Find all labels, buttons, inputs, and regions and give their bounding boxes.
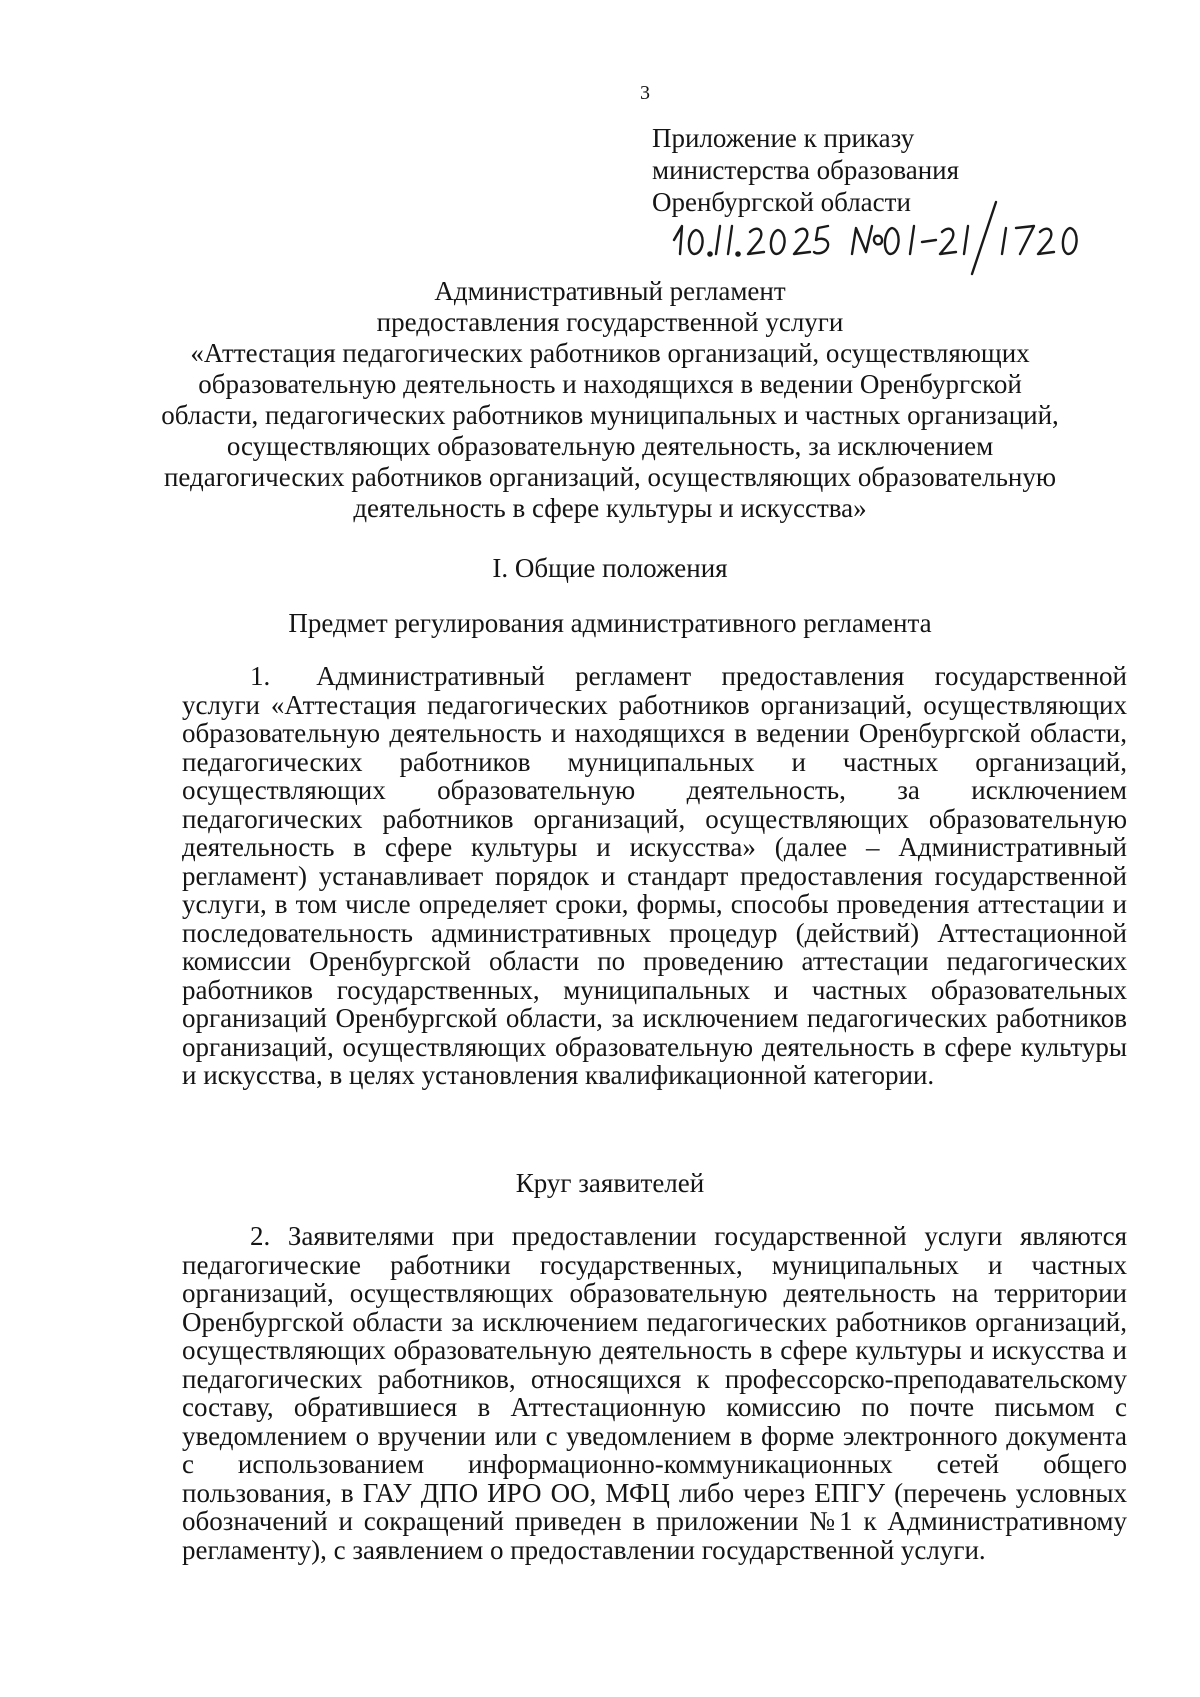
appendix-line: Приложение к приказу	[652, 123, 915, 153]
paragraph-1	[182, 662, 1127, 1090]
appendix-line: Оренбургской области	[652, 187, 911, 217]
appendix-block	[652, 122, 959, 218]
title-line: образовательную деятельность и находящихся в ведении Оренбургской	[198, 369, 1022, 399]
title-line: педагогических работников организаций, осуществляющих образовательную	[163, 462, 1057, 492]
page-number: 3	[640, 82, 650, 104]
title-line: предоставления государственной услуги	[376, 307, 844, 337]
title-line: осуществляющих образовательную деятельность, за исключением	[226, 431, 994, 461]
section-heading: I. Общие положения	[492, 553, 728, 583]
subsection-heading: Предмет регулирования административного регламента	[288, 608, 932, 638]
title-line: «Аттестация педагогических работников организаций, осуществляющих	[190, 338, 1030, 368]
title-line: деятельность в сфере культуры и искусства»	[353, 493, 867, 523]
paragraph-number: 1.	[250, 661, 271, 691]
handwritten-date-number	[666, 196, 1086, 276]
regulation-title	[150, 276, 1070, 524]
paragraph-text: Административный регламент предоставления государственной услуги «Аттестация педагогических работников организаций, осуществляющих образовательную деятельность и находящихся в ведении Оренбургской области, педагогических работников муниципальных и частных организаций, осуществляющих образовательную деятельность, за исключением педагогических работников организаций, осуществляющих образовательную деятельность в сфере культуры и искусства» (далее – Административный регламент) устанавливает порядок и стандарт предоставления государственной услуги, в том числе определяет сроки, формы, способы проведения аттестации и последовательность административных процедур (действий) Аттестационной комиссии Оренбургской области по проведению аттестации педагогических работников государственных, муниципальных и частных образовательных организаций Оренбургской области, за исключением педагогических работников организаций, осуществляющих образовательную деятельность в сфере культуры и искусства, в целях установления квалификационной категории.	[182, 661, 1127, 1090]
appendix-line: министерства образования	[652, 155, 960, 185]
title-line: Административный регламент	[434, 276, 786, 306]
title-line: области, педагогических работников муниципальных и частных организаций,	[161, 400, 1059, 430]
paragraph-2: 2. Заявителями при предоставлении государственной услуги являются педагогические работники государственных, муниципальных и частных организаций, осуществляющих образовательную деятельность на территории Оренбургской области за исключением педагогических работников организаций, осуществляющих образовательную деятельность в сфере культуры и искусства и педагогических работников, относящихся к профессорско-преподавательскому составу, обратившиеся в Аттестационную комиссию по почте письмом с уведомлением о вручении или с уведомлением в форме электронного документа с использованием информационно-коммуникационных сетей общего пользования, в ГАУ ДПО ИРО ОО, МФЦ либо через ЕПГУ (перечень условных обозначений и сокращений приведен в приложении №1 к Административному регламенту), с заявлением о предоставлении государственной услуги.	[182, 1221, 1127, 1565]
subsection-heading: Круг заявителей	[515, 1168, 705, 1198]
